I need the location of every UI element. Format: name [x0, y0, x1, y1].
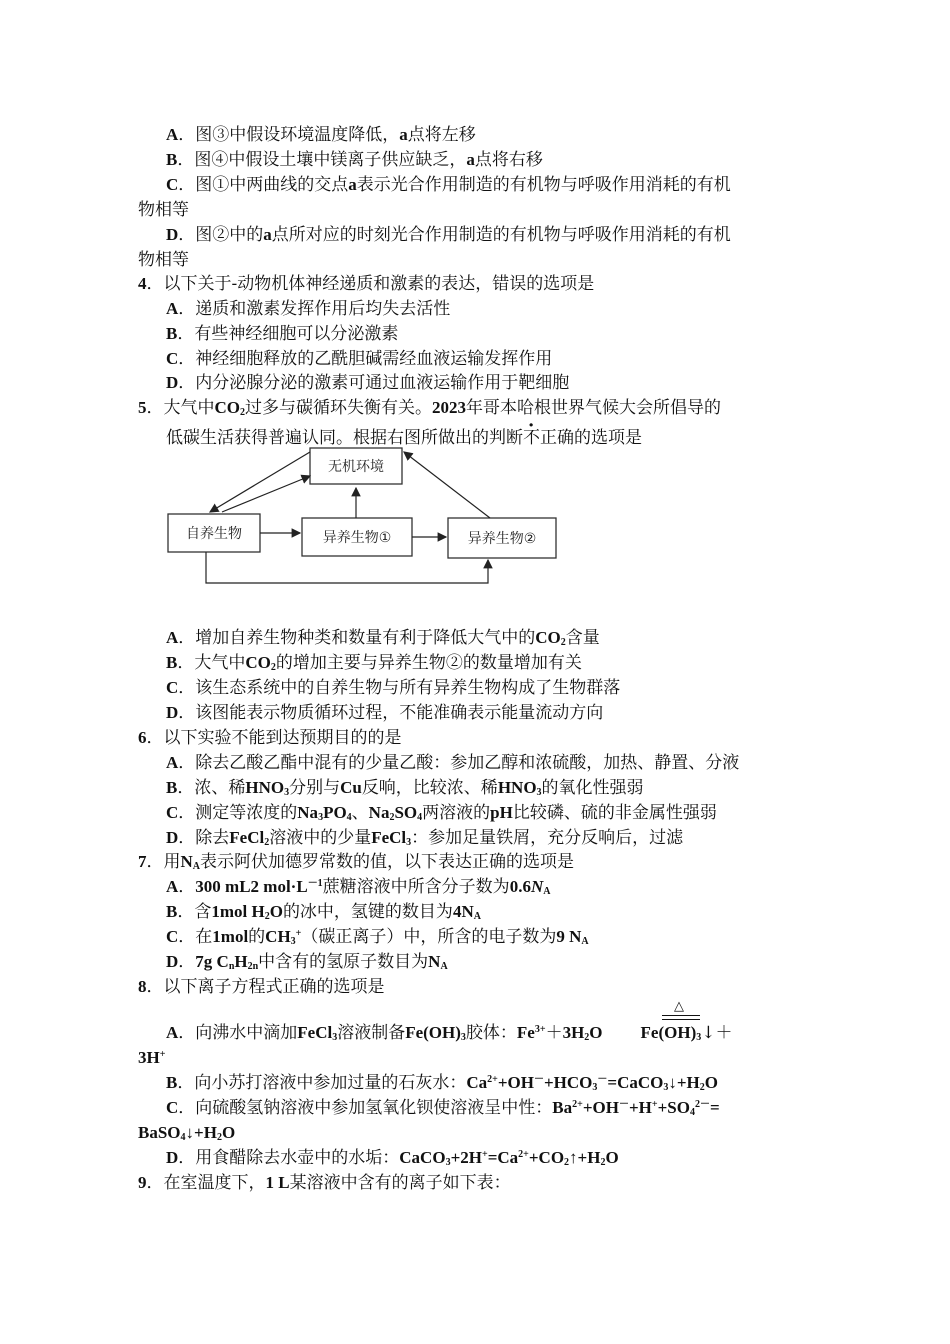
q8-stem: 8．以下离子方程式正确的选项是: [138, 977, 385, 997]
heterotroph-2-label: 异养生物②: [467, 531, 537, 547]
heat-triangle-icon: △: [674, 999, 684, 1014]
q6-option-c: C．测定等浓度的$Na_3PO_4$、$Na_2SO_4$两溶液的pH比较磷、硫的非金属性强弱: [166, 803, 717, 823]
q3-option-d: D．图②中的a点所对应的时刻光合作用制造的有机物与呼吸作用消耗的有机: [166, 225, 731, 245]
arrow-hetero2-to-inorganic: [404, 452, 490, 518]
q5-stem-cont: 低碳生活获得普遍认同。根据右图所做出的判断不正确的选项是: [166, 428, 642, 448]
carbon-cycle-diagram: [160, 438, 570, 598]
q5-option-c: C．该生态系统中的自养生物与所有异养生物构成了生物群落: [166, 678, 621, 698]
arrow-autotroph-to-hetero2: [206, 552, 488, 583]
q3-option-c-cont: 物相等: [138, 200, 189, 220]
q4-option-a: A．递质和激素发挥作用后均失去活性: [166, 299, 451, 319]
q5-option-d: D．该图能表示物质循环过程，不能准确表示能量流动方向: [166, 703, 604, 723]
q7-option-d: D．7g $C_nH_{2n}$中含有的氢原子数目为$N_A$: [166, 952, 448, 972]
q3-option-a: A．图③中假设环境温度降低，a点将左移: [166, 125, 476, 145]
q5-option-b: B．大气中$CO_2$的增加主要与异养生物②的数量增加有关: [166, 653, 582, 673]
q8-option-d: D．用食醋除去水壶中的水垢：$CaCO_3+2H^+=Ca^{2+}+CO_2↑+H_2O$: [166, 1148, 619, 1168]
q5-option-a: A．增加自养生物种类和数量有利于降低大气中的$CO_2$含量: [166, 628, 600, 648]
q7-stem: 7．用$N_A$表示阿伏加德罗常数的值，以下表达正确的选项是: [138, 852, 575, 872]
q8-option-a-cont: 3H+: [138, 1048, 166, 1067]
q6-option-d: D．除去FeCl$_2$溶液中的少量FeCl$_3$：参加足量铁屑，充分反响后，过滤: [166, 828, 684, 848]
arrow-autotroph-to-inorganic: [222, 476, 310, 512]
q4-option-d: D．内分泌腺分泌的激素可通过血液运输作用于靶细胞: [166, 373, 570, 393]
q3-option-c: C．图①中两曲线的交点a表示光合作用制造的有机物与呼吸作用消耗的有机: [166, 175, 731, 195]
q7-option-b: B．含1mol $H_2O$的冰中，氢键的数目为$4N_A$: [166, 902, 481, 922]
q8-option-c: C．向硫酸氢钠溶液中参加氢氧化钡使溶液呈中性：$Ba^{2+}+OH^-+H^++SO_4^{2-}=$: [166, 1098, 720, 1118]
q8-option-c-cont: $BaSO_4↓+H_2O$: [138, 1123, 236, 1143]
q8-option-b: B．向小苏打溶液中参加过量的石灰水：$Ca^{2+}+OH^-+HCO_3^-=CaCO_3↓+H_2O$: [166, 1073, 719, 1093]
q8-option-a: A．向沸水中滴加FeCl$_3$溶液制备$Fe(OH)_3$胶体：$Fe^{3+}+3H_2O$ $Fe(OH)_3↓+$: [166, 1023, 733, 1043]
q4-option-c: C．神经细胞释放的乙酰胆碱需经血液运输发挥作用: [166, 349, 553, 369]
q3-option-d-cont: 物相等: [138, 250, 189, 270]
q6-option-a: A．除去乙酸乙酯中混有的少量乙酸：参加乙醇和浓硫酸，加热、静置、分液: [166, 753, 740, 773]
heterotroph-1-label: 异养生物①: [322, 530, 392, 546]
autotroph-label: 自养生物: [186, 526, 242, 542]
q7-option-a: A．300 mL2 $mol\cdot L^{-1}$蔗糖溶液中所含分子数为$0.6N_A$: [166, 877, 551, 897]
q9-stem: 9．在室温度下，1 L某溶液中含有的离子如下表：: [138, 1173, 511, 1193]
q6-option-b: B．浓、稀$HNO_3$分别与Cu反响，比较浓、稀$HNO_3$的氧化性强弱: [166, 778, 644, 798]
q4-stem: 4．以下关于-动物机体神经递质和激素的表达，错误的选项是: [138, 274, 595, 294]
heating-condition-sign: [662, 1000, 700, 1020]
q5-stem: 5．大气中$CO_2$过多与碳循环失衡有关。2023年哥本哈根世界气候大会所倡导的: [138, 398, 721, 418]
inorganic-environment-label: 无机环境: [328, 459, 384, 475]
q6-stem: 6．以下实验不能到达预期目的的是: [138, 728, 402, 748]
q7-option-c: C．在1mol的$CH_3^+$（碳正离子）中，所含的电子数为9 $N_A$: [166, 927, 589, 947]
q4-option-b: B．有些神经细胞可以分泌激素: [166, 324, 399, 344]
q3-option-b: B．图④中假设土壤中镁离子供应缺乏，a点将右移: [166, 150, 543, 170]
